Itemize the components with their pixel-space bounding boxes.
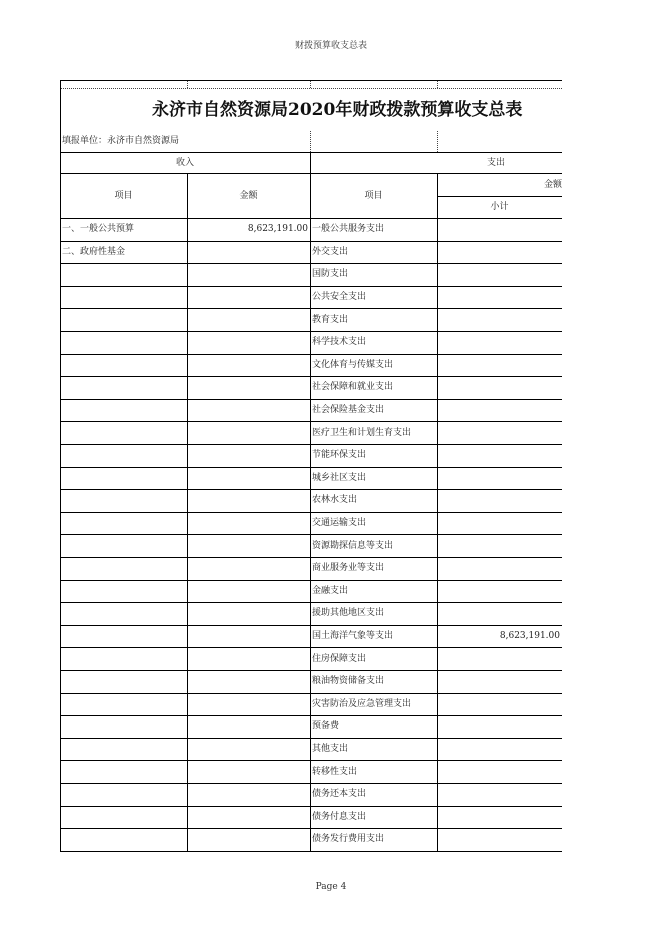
grid-line <box>60 80 61 851</box>
expense-amount-column-header: 金额 <box>543 179 562 190</box>
expense-amount-cell <box>437 513 562 535</box>
expense-amount-cell <box>437 535 562 557</box>
income-amount-cell <box>187 581 310 603</box>
income-amount-cell <box>187 671 310 693</box>
income-item-cell <box>60 784 187 806</box>
income-header: 收入 <box>175 157 194 168</box>
expense-amount-cell <box>437 287 562 309</box>
grid-line <box>60 308 562 309</box>
grid-line <box>60 399 562 401</box>
income-item-cell <box>60 332 187 354</box>
income-item-cell <box>60 468 187 490</box>
income-amount-cell <box>187 807 310 829</box>
grid-line <box>60 376 562 377</box>
fill-unit-label: 填报单位：永济市自然资源局 <box>62 136 180 146</box>
expense-header: 支出 <box>486 157 505 168</box>
income-amount-cell: 8,623,191.00 <box>247 224 308 235</box>
income-amount-cell <box>187 694 310 716</box>
expense-item-cell: 节能环保支出 <box>312 450 367 461</box>
expense-amount-cell <box>437 219 562 241</box>
income-item-cell <box>60 716 187 738</box>
expense-item-cell: 粮油物资储备支出 <box>312 676 385 687</box>
income-amount-cell <box>187 535 310 557</box>
income-item-cell <box>60 581 187 603</box>
expense-item-cell: 农林水支出 <box>312 495 358 506</box>
expense-amount-cell <box>437 648 562 670</box>
grid-line <box>60 218 562 219</box>
expense-subtotal-column-header: 小计 <box>490 202 509 212</box>
document-title: 永济市自然资源局2020年财政拨款预算收支总表 <box>152 99 523 120</box>
grid-line <box>60 331 562 332</box>
grid-line <box>60 354 562 355</box>
expense-item-cell: 金融支出 <box>312 585 349 596</box>
expense-amount-cell <box>437 422 562 444</box>
income-amount-cell <box>187 648 310 670</box>
expense-amount-cell <box>437 355 562 377</box>
income-item-cell <box>60 761 187 783</box>
income-amount-cell <box>187 558 310 580</box>
grid-line <box>60 489 562 490</box>
expense-amount-cell <box>437 716 562 738</box>
grid-line <box>60 715 562 716</box>
income-amount-cell <box>187 309 310 331</box>
expense-amount-cell <box>437 264 562 286</box>
income-item-cell <box>60 377 187 399</box>
income-amount-cell <box>187 377 310 399</box>
expense-item-cell: 科学技术支出 <box>312 337 367 348</box>
income-item-cell <box>60 626 187 648</box>
grid-line <box>60 80 562 81</box>
grid-line <box>437 196 562 197</box>
expense-item-cell: 债务付息支出 <box>312 811 367 822</box>
grid-line <box>60 467 562 468</box>
expense-amount-cell <box>437 761 562 783</box>
grid-line <box>60 828 562 829</box>
top-dotted-divider <box>187 80 188 88</box>
income-item-cell <box>60 694 187 716</box>
income-amount-cell <box>187 490 310 512</box>
expense-item-cell: 资源勘探信息等支出 <box>312 540 394 551</box>
income-amount-cell <box>187 422 310 444</box>
grid-line <box>60 670 562 671</box>
expense-amount-cell <box>437 490 562 512</box>
expense-amount-cell <box>437 581 562 603</box>
income-item-cell <box>60 513 187 535</box>
expense-amount-cell <box>437 807 562 829</box>
grid-line <box>60 738 562 739</box>
expense-item-cell: 债务发行费用支出 <box>312 834 385 845</box>
expense-item-cell: 援助其他地区支出 <box>312 608 385 619</box>
income-item-cell <box>60 807 187 829</box>
grid-line <box>437 173 438 851</box>
expense-item-cell: 预备费 <box>312 721 340 732</box>
grid-line <box>60 806 562 807</box>
expense-amount-cell <box>437 309 562 331</box>
expense-amount-cell <box>437 242 562 264</box>
income-amount-cell <box>187 264 310 286</box>
expense-item-cell: 转移性支出 <box>312 766 358 777</box>
income-item-cell <box>60 309 187 331</box>
income-amount-column-header: 金额 <box>239 190 258 201</box>
grid-line <box>60 534 562 535</box>
expense-amount-cell <box>437 739 562 761</box>
expense-item-cell: 国土海洋气象等支出 <box>312 631 394 642</box>
expense-amount-cell <box>437 671 562 693</box>
grid-line <box>60 647 562 648</box>
expense-amount-cell <box>437 784 562 806</box>
expense-amount-cell <box>437 694 562 716</box>
expense-item-cell: 外交支出 <box>312 246 349 257</box>
grid-line <box>60 602 562 603</box>
income-item-cell: 一、一般公共预算 <box>62 224 135 235</box>
income-item-column-header: 项目 <box>114 190 133 201</box>
expense-item-cell: 医疗卫生和计划生育支出 <box>312 427 412 438</box>
income-amount-cell <box>187 761 310 783</box>
grid-line <box>60 851 562 852</box>
expense-item-cell: 教育支出 <box>312 314 349 325</box>
income-item-cell: 二、政府性基金 <box>62 246 126 257</box>
expense-item-cell: 社会保险基金支出 <box>312 405 385 416</box>
grid-line <box>60 557 562 558</box>
expense-amount-cell <box>437 603 562 625</box>
income-item-cell <box>60 355 187 377</box>
page-footer: Page 4 <box>315 882 347 892</box>
grid-line <box>60 421 562 422</box>
grid-line <box>310 152 311 851</box>
income-amount-cell <box>187 513 310 535</box>
expense-amount-cell: 8,623,191.00 <box>499 631 560 642</box>
expense-item-cell: 公共安全支出 <box>312 292 367 303</box>
expense-item-column-header: 项目 <box>364 190 383 201</box>
income-item-cell <box>60 400 187 422</box>
grid-line <box>60 783 562 784</box>
expense-item-cell: 其他支出 <box>312 744 349 755</box>
income-item-cell <box>60 535 187 557</box>
income-amount-cell <box>187 626 310 648</box>
budget-sheet <box>60 80 562 852</box>
grid-line <box>60 286 562 287</box>
expense-item-cell: 灾害防治及应急管理支出 <box>312 698 412 709</box>
expense-amount-cell <box>437 400 562 422</box>
fill-unit-dotted-divider <box>310 131 311 152</box>
income-amount-cell <box>187 445 310 467</box>
expense-item-cell: 住房保障支出 <box>312 653 367 664</box>
income-item-cell <box>60 422 187 444</box>
fill-unit-dotted-divider <box>437 131 438 152</box>
expense-item-cell: 交通运输支出 <box>312 518 367 529</box>
top-dotted-divider <box>310 80 311 88</box>
grid-line <box>60 263 562 264</box>
income-item-cell <box>60 287 187 309</box>
expense-amount-cell <box>437 332 562 354</box>
expense-item-cell: 城乡社区支出 <box>312 472 367 483</box>
income-amount-cell <box>187 784 310 806</box>
income-amount-cell <box>187 400 310 422</box>
grid-line <box>60 625 562 627</box>
income-amount-cell <box>187 716 310 738</box>
income-item-cell <box>60 671 187 693</box>
income-item-cell <box>60 558 187 580</box>
income-item-cell <box>60 490 187 512</box>
expense-item-cell: 商业服务业等支出 <box>312 563 385 574</box>
income-item-cell <box>60 829 187 851</box>
grid-line <box>60 693 562 694</box>
expense-amount-cell <box>437 445 562 467</box>
grid-line <box>60 241 562 242</box>
expense-amount-cell <box>437 377 562 399</box>
income-amount-cell <box>187 332 310 354</box>
income-item-cell <box>60 739 187 761</box>
income-item-cell <box>60 445 187 467</box>
expense-amount-cell <box>437 558 562 580</box>
income-amount-cell <box>187 242 310 264</box>
grid-line <box>60 152 562 153</box>
income-amount-cell <box>187 739 310 761</box>
income-amount-cell <box>187 829 310 851</box>
income-item-cell <box>60 264 187 286</box>
expense-item-cell: 国防支出 <box>312 269 349 280</box>
top-dotted-divider <box>437 80 438 88</box>
income-amount-cell <box>187 355 310 377</box>
income-amount-cell <box>187 287 310 309</box>
grid-line <box>187 173 188 851</box>
grid-line <box>60 444 562 445</box>
income-amount-cell <box>187 603 310 625</box>
expense-amount-cell <box>437 468 562 490</box>
expense-item-cell: 一般公共服务支出 <box>312 224 385 235</box>
grid-line <box>60 512 562 514</box>
grid-line <box>60 173 562 174</box>
expense-item-cell: 债务还本支出 <box>312 789 367 800</box>
page-header: 财拨预算收支总表 <box>294 41 367 51</box>
grid-line <box>60 580 562 581</box>
income-item-cell <box>60 603 187 625</box>
expense-amount-cell <box>437 829 562 851</box>
income-item-cell <box>60 648 187 670</box>
expense-item-cell: 社会保障和就业支出 <box>312 382 394 393</box>
expense-item-cell: 文化体育与传媒支出 <box>312 359 394 370</box>
income-amount-cell <box>187 468 310 490</box>
grid-line <box>60 760 562 761</box>
